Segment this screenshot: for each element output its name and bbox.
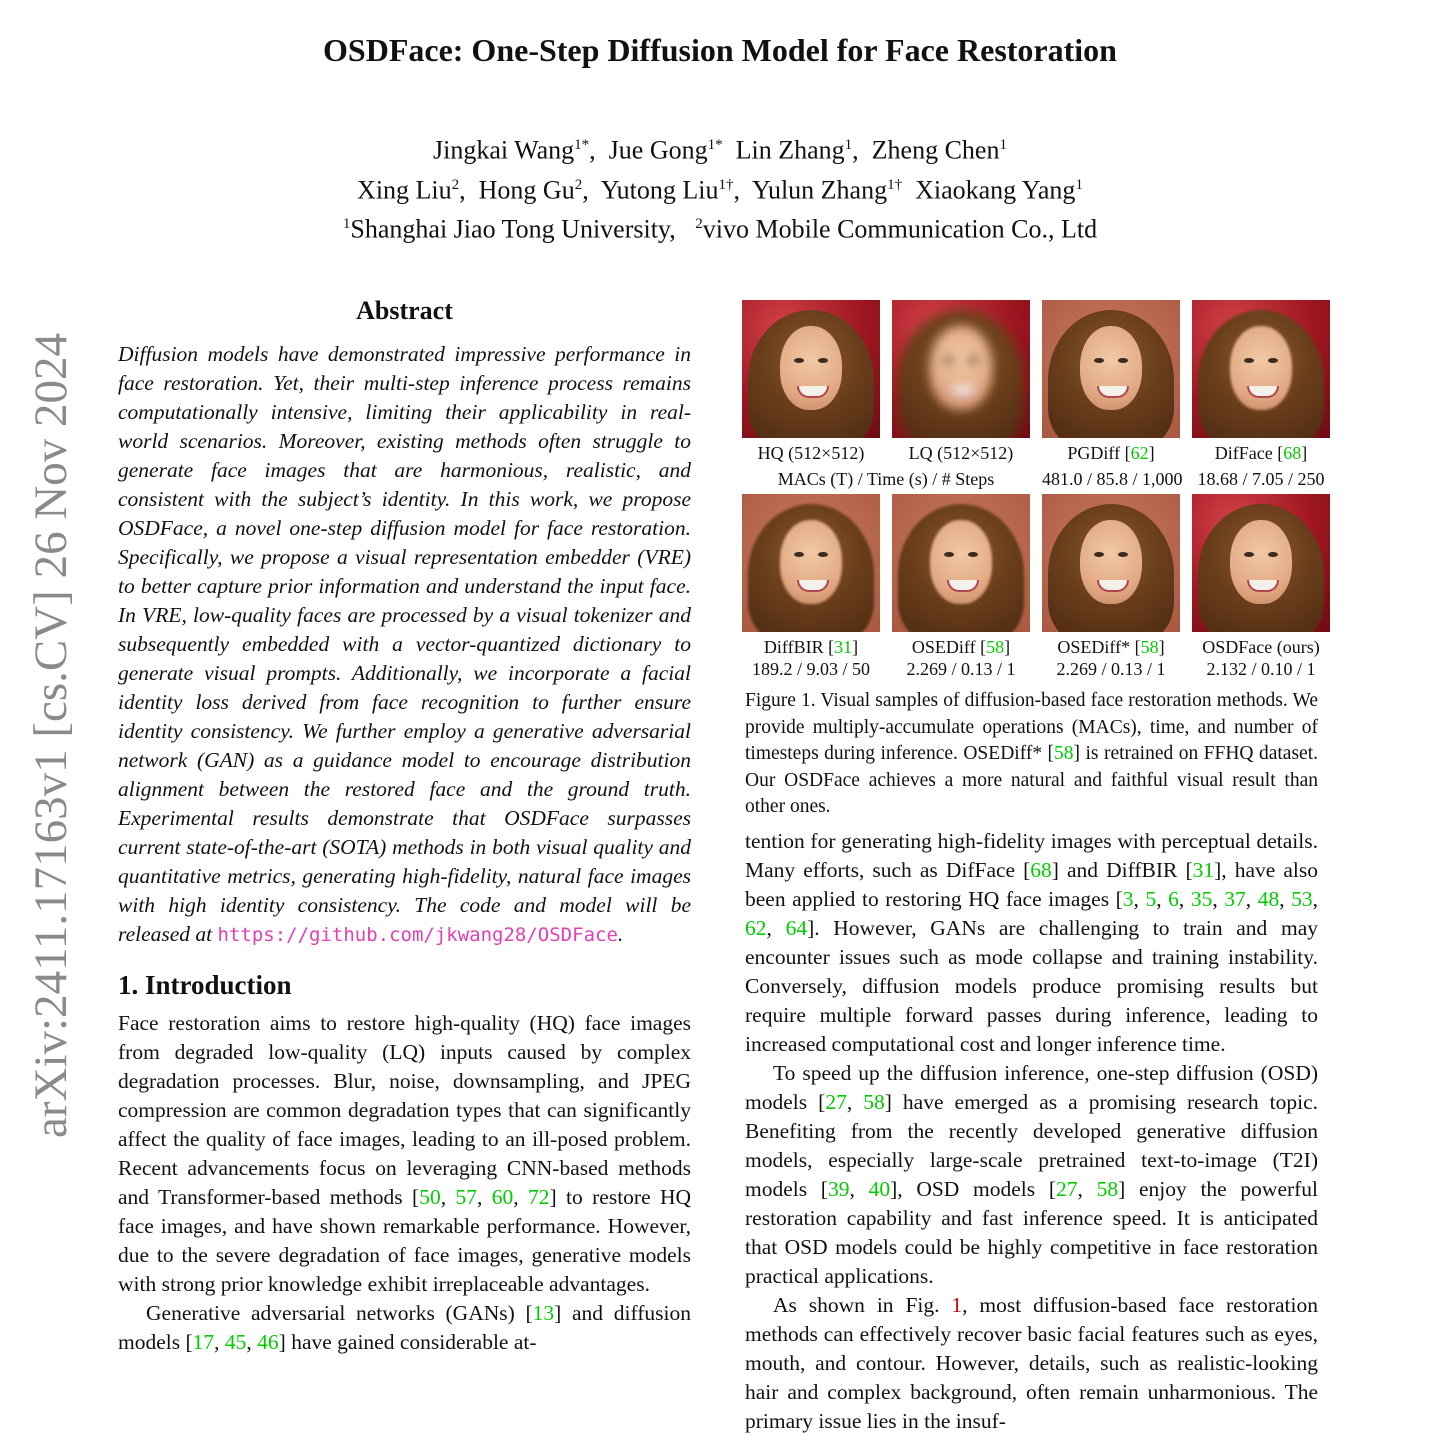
author-sup: 1*: [574, 137, 590, 153]
right-paragraph-3: [745, 1291, 1318, 1436]
author-sup: 1: [1075, 176, 1083, 193]
citation-link[interactable]: 5: [1145, 886, 1157, 911]
citation-link[interactable]: 6: [1168, 886, 1179, 911]
citation-link[interactable]: 53: [1291, 886, 1313, 911]
author: Xiaokang Yang: [915, 175, 1076, 205]
figure-label: DiffBIR [31] 189.2 / 9.03 / 50: [751, 637, 870, 679]
citation-link[interactable]: 39: [827, 1176, 850, 1201]
figure-stats: 2.269 / 0.13 / 1: [906, 659, 1016, 679]
author-sup: 2: [451, 176, 460, 193]
citation-link[interactable]: 48: [1257, 886, 1280, 911]
citation-link[interactable]: 60: [491, 1185, 514, 1209]
text-run: ] have emerged as a promising research topic. Benefiting from the recently developed generative diffusion models, especially large-scale pretrained text-to-image (T2I) models [: [745, 1089, 1318, 1201]
citation-link[interactable]: 50: [419, 1185, 441, 1209]
paper-title: OSDFace: One-Step Diffusion Model for Face Restoration: [323, 32, 1117, 68]
abstract-text: [118, 340, 691, 950]
text-run: , most diffusion-based face restoration methods can effectively recover basic facial features such as eyes, mouth, and contour. However, details, such as realistic-looking hair and complex background, often remain unharmonious. The primary issue lies in the insuf-: [745, 1292, 1318, 1433]
figure-label: OSEDiff [58] 2.269 / 0.13 / 1: [906, 637, 1016, 679]
citation-link[interactable]: 68: [1030, 857, 1052, 882]
text-run: Face restoration aims to restore high-quality (HQ) face images from degraded low-quality (LQ) inputs caused by complex degradation processes. Blur, noise, downsampling, and JPEG compression are common degradation types that can significantly affect the quality of face images, leading to an ill-posed problem. Recent advancements focus on leveraging CNN-based methods and Transformer-based methods [: [118, 1011, 691, 1209]
right-paragraph-1: tention for generating high-fidelity images with perceptual details. Many efforts, such as DifFace [68] and DiffBIR [31], have also been applied to restoring HQ face images [3, 5, 6, 35, 37, 48, 53, 62, 64]. However, GANs are challenging to train and may encounter issues such as mode collapse and training instability. Conversely, diffusion models produce promising results but require multiple forward passes during inference, leading to increased computational cost and longer inference time.: [745, 828, 1319, 1056]
citation-link[interactable]: 13: [532, 1301, 555, 1325]
code-link[interactable]: https://github.com/jkwang28/OSDFace: [217, 924, 618, 946]
author-sup: 2: [574, 176, 583, 193]
text-run: ] is retrained on FFHQ dataset. Our OSDFace achieves a more natural and faithful visual result than other ones.: [745, 743, 1318, 817]
text-run: Figure 1. Visual samples of diffusion-based face restoration methods. We provide multiply-accumulate operations (MACs), time, and number of timesteps during inference. OSEDiff* [: [745, 690, 1318, 764]
citation-link[interactable]: 27: [1056, 1176, 1078, 1201]
text-run: As shown in Fig.: [773, 1292, 952, 1317]
author: Jingkai Wang: [433, 135, 575, 165]
figure-caption: [745, 688, 1318, 821]
figure-stats: 2.269 / 0.13 / 1: [1056, 659, 1166, 679]
citation-link[interactable]: 17: [192, 1330, 215, 1354]
author: Yutong Liu: [600, 175, 719, 205]
affiliation: Shanghai Jiao Tong University,: [350, 214, 676, 244]
citation-link[interactable]: 37: [1224, 886, 1246, 911]
text-run: ], have also been applied to restoring HQ face images [: [745, 857, 1319, 911]
figure-stats-header: MACs (T) / Time (s) / # Steps: [777, 469, 995, 489]
citation-link[interactable]: 62: [1130, 443, 1149, 463]
text-run: To speed up the diffusion inference, one-step diffusion (OSD) models [: [745, 1060, 1318, 1114]
text-run: ] to restore HQ face images, and have shown remarkable performance. However, due to the severe degradation of face images, generative models with strong prior knowledge exhibit irreplaceable advantages.: [118, 1185, 692, 1296]
author-sup: 1*: [707, 137, 723, 153]
face-image-lq: [892, 300, 1030, 438]
intro-paragraph-2: Generative adversarial networks (GANs) [13] and diffusion models [17, 45, 46] have gained considerable at-: [118, 1301, 691, 1354]
author-sup: 1†: [887, 176, 903, 193]
citation-link[interactable]: 31: [834, 637, 853, 657]
arxiv-stamp: arXiv:2411.17163v1 [cs.CV] 26 Nov 2024: [25, 332, 77, 1138]
affiliation: vivo Mobile Communication Co., Ltd: [702, 214, 1098, 244]
figure-1: [742, 300, 1325, 680]
text-run: ] have gained considerable at-: [278, 1330, 537, 1354]
citation-link[interactable]: 64: [785, 915, 808, 940]
figure-label: OSDFace (ours) 2.132 / 0.10 / 1: [1202, 637, 1320, 679]
intro-paragraph-1: Face restoration aims to restore high-quality (HQ) face images from degraded low-quality (LQ) inputs caused by complex degradation processes. Blur, noise, downsampling, and JPEG compression are common degradation types that can significantly affect the quality of face images, leading to an ill-posed problem. Recent advancements focus on leveraging CNN-based methods and Transformer-based methods [50, 57, 60, 72] to restore HQ face images, and have shown remarkable performance. However, due to the severe degradation of face images, generative models with strong prior knowledge exhibit irreplaceable advantages.: [118, 1011, 692, 1296]
author: Jue Gong: [608, 135, 708, 165]
text-run: ] enjoy the powerful restoration capability and fast inference speed. It is anticipated that OSD models could be highly competitive in face restoration practical applications.: [745, 1176, 1319, 1288]
figure-label: OSEDiff* [58] 2.269 / 0.13 / 1: [1056, 637, 1166, 679]
figure-label: LQ (512×512): [908, 443, 1014, 463]
right-paragraph-2: To speed up the diffusion inference, one-step diffusion (OSD) models [27, 58] have emerged as a promising research topic. Benefiting from the recently developed generative diffusion models, especially large-scale pretrained text-to-image (T2I) models [39, 40], OSD models [27, 58] enjoy the powerful restoration capability and fast inference speed. It is anticipated that OSD models could be highly competitive in face restoration practical applications.: [745, 1060, 1319, 1288]
figure-stats: 189.2 / 9.03 / 50: [751, 659, 870, 679]
citation-link[interactable]: 31: [1192, 857, 1215, 882]
author-line-1: Jingkai Wang$^{1*}$, Jue Gong$^{1*}$ Lin Zhang$^1$, Zheng Chen$^1$: [433, 135, 1007, 165]
citation-link[interactable]: 68: [1283, 443, 1302, 463]
citation-link[interactable]: 45: [224, 1330, 247, 1354]
citation-link[interactable]: 58: [1054, 743, 1074, 764]
author: Xing Liu: [357, 175, 452, 205]
face-image-osediff: [892, 494, 1030, 632]
text-run: ]. However, GANs are challenging to train and may encounter issues such as mode collapse and training instability. Conversely, diffusion models produce promising results but require multiple forward passes during inference, leading to increased computational cost and longer inference time.: [745, 915, 1318, 1056]
author-block: [0, 128, 1440, 247]
abstract-heading: Abstract: [356, 296, 453, 325]
face-image-diffbir: [742, 494, 880, 632]
author-sup: 1†: [718, 176, 734, 193]
abstract-body: Diffusion models have demonstrated impressive performance in face restoration. Yet, their multi-step inference process remains computationally intensive, limiting their applicability in real-world scenarios. Moreover, existing methods often struggle to generate face images that are harmonious, realistic, and consistent with the subject’s identity. In this work, we propose OSDFace, a novel one-step diffusion model for face restoration. Specifically, we propose a visual representation embedder (VRE) to better capture prior information and understand the input face. In VRE, low-quality faces are processed by a visual tokenizer and subsequently embedded with a vector-quantized dictionary to generate visual prompts. Additionally, we incorporate a facial identity loss derived from face recognition to further ensure identity consistency. We further employ a generative adversarial network (GAN) as a guidance model to encourage distribution alignment between the restored face and the ground truth. Experimental results demonstrate that OSDFace surpasses current state-of-the-art (SOTA) methods in both visual quality and quantitative metrics, generating high-fidelity, natural face images with high identity consistency. The code and model will be released at: [118, 342, 691, 946]
citation-link[interactable]: 58: [986, 637, 1005, 657]
citation-link[interactable]: 35: [1190, 886, 1213, 911]
figure-label: PGDiff [62]: [1067, 443, 1155, 463]
author-sup: 1: [999, 137, 1007, 153]
text-run: tention for generating high-fidelity images with perceptual details. Many efforts, such as DifFace [: [745, 828, 1318, 882]
citation-link[interactable]: 58: [1140, 637, 1159, 657]
face-image-osdface: [1192, 494, 1330, 632]
text-run: ] and DiffBIR [: [1051, 857, 1193, 882]
author: Yulun Zhang: [752, 175, 888, 205]
face-image-pgdiff: [1042, 300, 1180, 438]
citation-link[interactable]: 46: [257, 1330, 279, 1354]
author: Hong Gu: [478, 175, 575, 205]
abstract-end: .: [617, 922, 624, 946]
text-run: ], OSD models [: [890, 1176, 1057, 1201]
affiliation-sup: 2: [695, 216, 703, 233]
affiliation-line: [0, 207, 1440, 247]
figure-label: HQ (512×512): [757, 443, 865, 463]
affiliation-sup: 1: [342, 216, 351, 233]
citation-link[interactable]: 27: [825, 1089, 847, 1114]
face-image-difface: [1192, 300, 1330, 438]
section-heading: 1. Introduction: [118, 970, 292, 1000]
author-line-2: Xing Liu$^2$, Hong Gu$^2$, Yutong Liu$^{1\dagger}$, Yulun Zhang$^{1\dagger}$ Xiaokang Yang$^1$: [357, 175, 1083, 205]
author-sup: 1: [844, 137, 853, 153]
figure-label: DifFace [68]: [1214, 443, 1308, 463]
citation-link[interactable]: 58: [863, 1089, 885, 1114]
citation-link[interactable]: 58: [1096, 1176, 1119, 1201]
text-run: Generative adversarial networks (GANs) [: [146, 1301, 533, 1325]
face-image-osediff-star: [1042, 494, 1180, 632]
citation-link[interactable]: 3: [1122, 886, 1134, 911]
citation-link[interactable]: 57: [455, 1185, 477, 1209]
figure-stats: 481.0 / 85.8 / 1,000: [1042, 469, 1183, 489]
text-run: ] and diffusion models [: [118, 1301, 691, 1354]
citation-link[interactable]: 72: [527, 1185, 550, 1209]
citation-link[interactable]: 62: [745, 915, 767, 940]
author: Zheng Chen: [871, 135, 1000, 165]
figure-stats: 2.132 / 0.10 / 1: [1206, 659, 1316, 679]
left-column: [118, 296, 691, 1357]
figure-stats: 18.68 / 7.05 / 250: [1197, 469, 1325, 489]
figure-ref-link[interactable]: 1: [951, 1292, 963, 1317]
right-column: [745, 300, 1325, 1436]
face-image-hq: [742, 300, 880, 438]
author: Lin Zhang: [735, 135, 845, 165]
citation-link[interactable]: 40: [868, 1176, 891, 1201]
